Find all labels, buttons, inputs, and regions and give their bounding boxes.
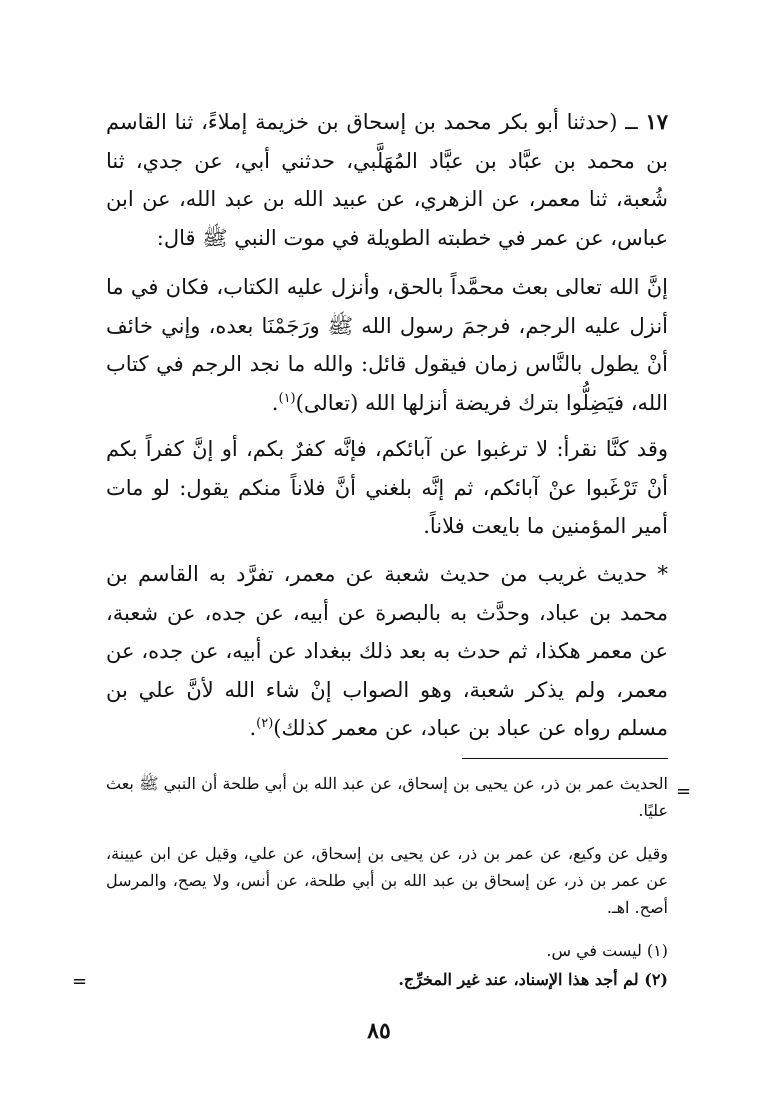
footnote-continued-block-2: وقيل عن وكيع، عن عمر بن ذر، عن يحيى بن إسحاق، عن علي، وقيل عن ابن عيينة، عن عمر بن ذر، عن إسحاق بن عبد الله بن أبي طلحة، عن أنس، ولا يصح، والمرسل أصح. اهـ.: [106, 844, 668, 917]
footnote-2: (٢) لم أجد هذا الإسناد، عند غير المخرِّج.: [398, 970, 668, 989]
hadith-continuation-text: وقد كنَّا نقرأ: لا ترغبوا عن آبائكم، فإنَّه كفرٌ بكم، أو إنَّ كفراً بكم أنْ تَرْغَبوا عنْ آبائكم، ثم إنَّه بلغني أنَّ فلاناً منكم يقول: لو مات أمير المؤمنين ما بايعت فلاناً.: [106, 437, 668, 538]
hadith-commentary-paragraph: [106, 555, 668, 748]
footnote-ref-1: (١): [278, 390, 296, 406]
commentary-end-period: .: [249, 716, 257, 740]
footnote-ref-2: (٢): [256, 716, 274, 731]
footnote-continuation-mark-top: =: [676, 781, 692, 802]
hadith-matn-text: إنَّ الله تعالى بعث محمَّداً بالحق، وأنزل عليه الكتاب، فكان في ما أنزل عليه الرجم، فرجمَ رسول الله ﷺ ورَجَمْنَا بعده، وإني خائف أنْ يطول بالنَّاس زمان فيقول قائل: والله ما نجد الرجم في كتاب الله، فيَضِلُّوا بترك فريضة أنزلها الله (تعالى): [106, 275, 668, 415]
footnote-1: (١) ليست في س.: [546, 941, 668, 960]
hadith-number: ١٧: [645, 109, 668, 134]
hadith-commentary-text: * حديث غريب من حديث شعبة عن معمر، تفرَّد به القاسم بن محمد بن عباد، وحدَّث به بالبصرة عن أبيه، عن جده، عن شعبة، عن معمر هكذا، ثم حدث به بعد ذلك ببغداد عن أبيه، عن جده، عن معمر، ولم يذكر شعبة، وهو الصواب إنْ شاء الله لأنَّ علي بن مسلم رواه عن عباد بن عباد، عن معمر كذلك): [106, 562, 668, 740]
page-number: ٨٥: [367, 1018, 391, 1044]
hadith-17-paragraph: [106, 103, 668, 257]
footnote-separator: [462, 758, 668, 759]
footnote-continuation-mark-bottom: =: [72, 971, 88, 992]
hadith-continuation-paragraph: [106, 430, 668, 546]
footnote-continued-block-1: الحديث عمر بن ذر، عن يحيى بن إسحاق، عن عبد الله بن أبي طلحة أن النبي ﷺ بعث عليًا.: [106, 774, 668, 820]
hadith-isnad-text: ــ (حدثنا أبو بكر محمد بن إسحاق بن خزيمة إملاءً، ثنا القاسم بن محمد بن عبَّاد بن عبَّاد المُهَلَّبي، حدثني أبي، عن جدي، ثنا شُعبة، ثنا معمر، عن الزهري، عن عبيد الله بن عبد الله، عن ابن عباس، عن عمر في خطبته الطويلة في موت النبي ﷺ قال:: [106, 110, 668, 250]
hadith-matn-paragraph: إنَّ الله تعالى بعث محمَّداً بالحق، وأنزل عليه الكتاب، فكان في ما أنزل عليه الرجم، فرجمَ رسول الله ﷺ ورَجَمْنَا بعده، وإني خائف أنْ يطول بالنَّاس زمان فيقول قائل: والله ما نجد الرجم في كتاب الله، فيَضِلُّوا بترك فريضة أنزلها الله (تعالى)$^{(١)}$.: [106, 275, 668, 415]
